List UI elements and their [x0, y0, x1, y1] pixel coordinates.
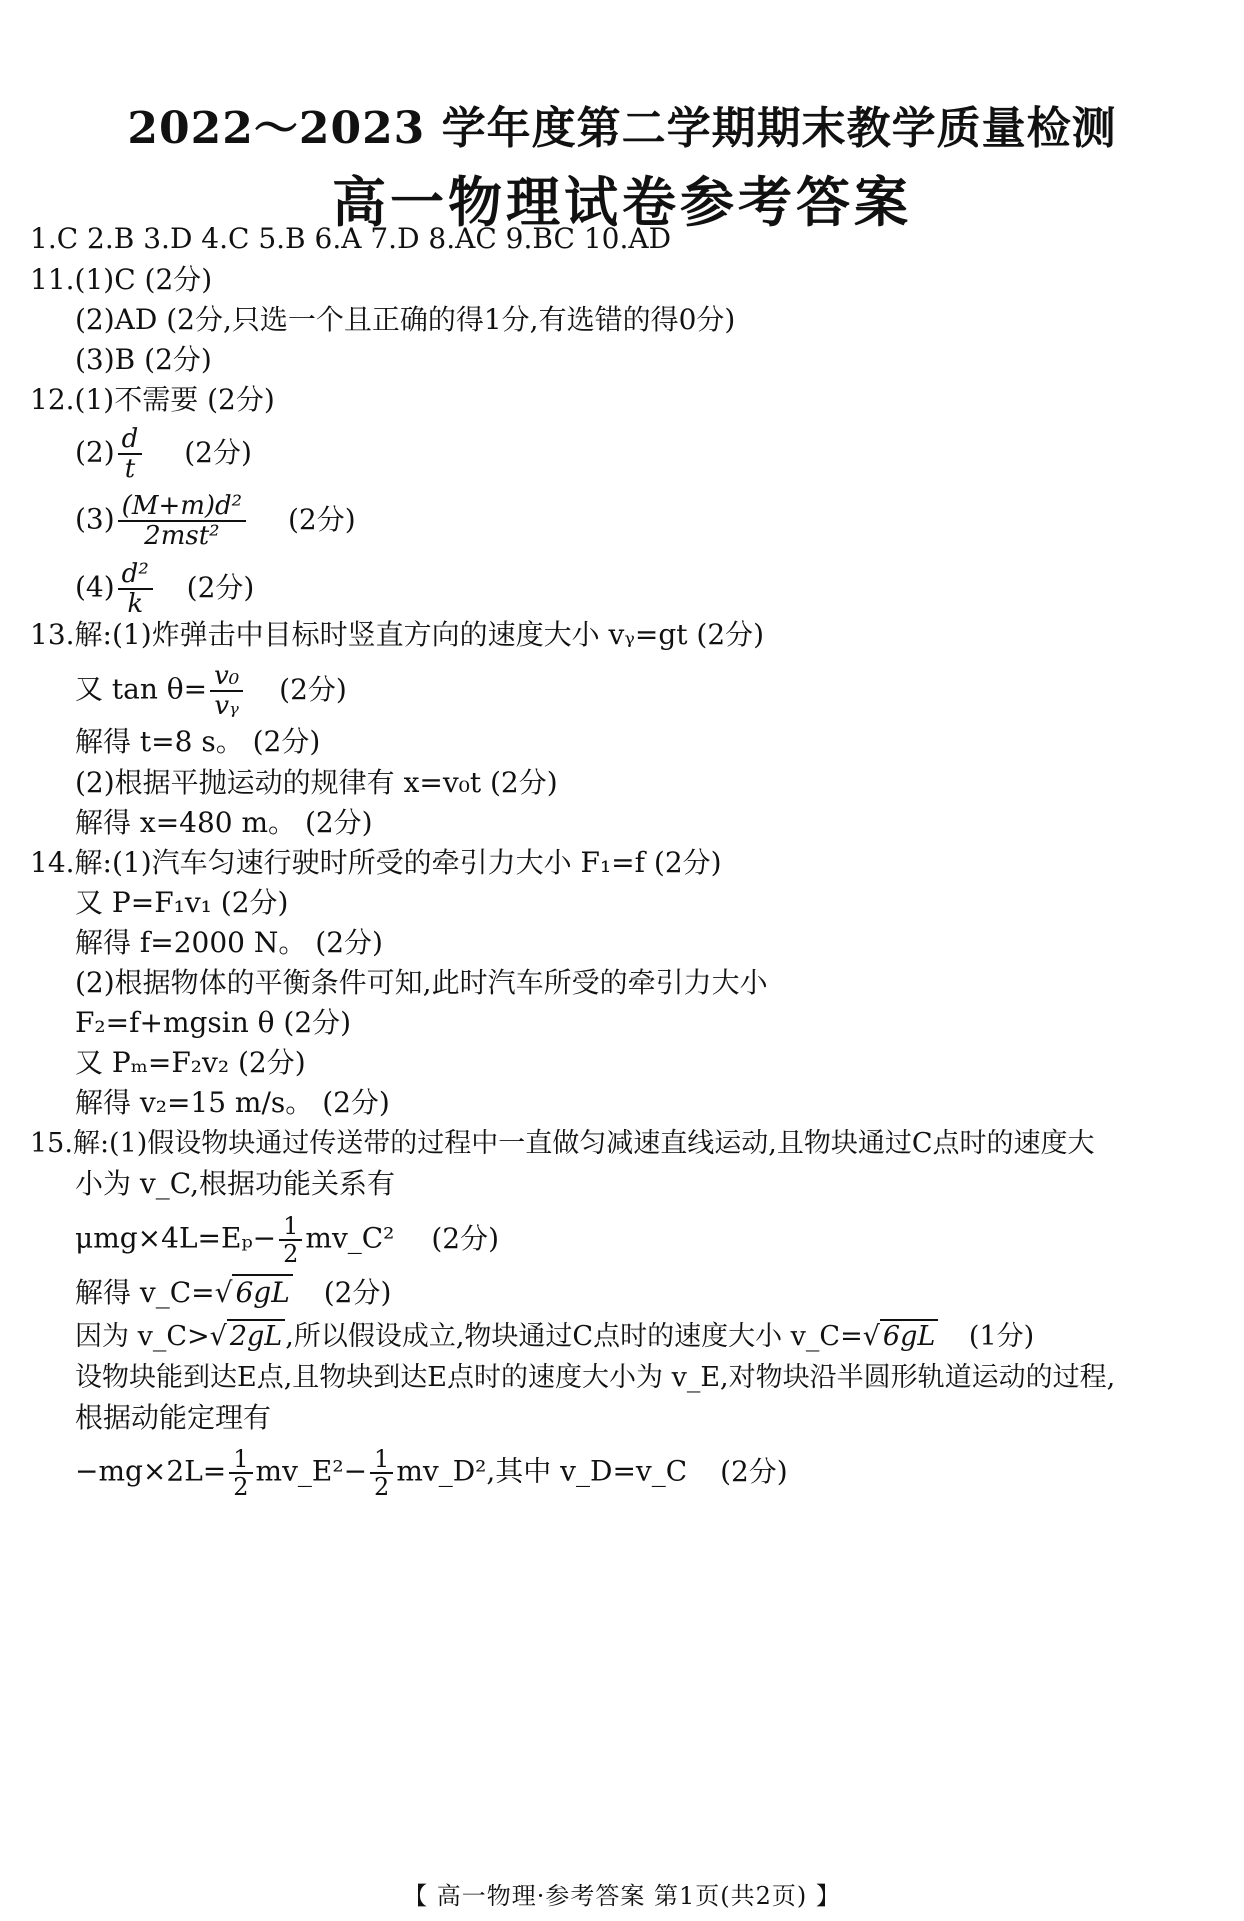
q13-line2-prefix: 又 tan θ= — [75, 672, 208, 706]
q15-line8-prefix: −mg×2L= — [75, 1454, 227, 1488]
square-root: √ 2gL — [210, 1320, 286, 1354]
q15-line3-score: (2分) — [431, 1221, 499, 1255]
q12-part4-label: (4) — [75, 570, 115, 604]
one-half-fraction — [279, 1213, 302, 1267]
q15-line1: 15.解:(1)假设物块通过传送带的过程中一直做匀减速直线运动,且物块通过C点时的速度大 — [30, 1128, 1095, 1159]
q12-part3-score: (2分) — [288, 502, 356, 536]
q11-part1: 11.(1)C (2分) — [30, 263, 213, 296]
q12-part2-score: (2分) — [184, 435, 252, 469]
q12-part2 — [75, 425, 252, 483]
q13-line3: 解得 t=8 s。 (2分) — [75, 725, 321, 758]
q13-line4: (2)根据平抛运动的规律有 x=v₀t (2分) — [75, 766, 558, 799]
fraction-numerator: v₀ — [210, 662, 243, 692]
q15-line8-score: (2分) — [720, 1454, 788, 1488]
fraction-numerator: d — [118, 425, 143, 455]
fraction-numerator: 1 — [370, 1446, 393, 1474]
q14-line2: 又 P=F₁v₁ (2分) — [75, 886, 289, 919]
fraction-denominator: 2 — [233, 1473, 249, 1501]
q12-part4-score: (2分) — [186, 570, 255, 604]
q11-part3: (3)B (2分) — [75, 343, 212, 376]
q15-line8 — [75, 1446, 788, 1500]
q15-line2: 小为 v_C,根据功能关系有 — [75, 1167, 396, 1200]
q15-line4-score: (2分) — [323, 1276, 392, 1309]
page-footer: 【 高一物理·参考答案 第1页(共2页) 】 — [403, 1882, 841, 1910]
multiple-choice-answers: 1.C 2.B 3.D 4.C 5.B 6.A 7.D 8.AC 9.BC 10.AD — [30, 222, 672, 255]
q15-line5-prefix: 因为 v_C> — [75, 1321, 210, 1352]
q14-line6: 又 Pₘ=F₂v₂ (2分) — [75, 1046, 306, 1079]
radicand: 2gL — [227, 1319, 285, 1352]
fraction-numerator: 1 — [229, 1446, 252, 1474]
q12-part3-fraction — [118, 492, 246, 550]
fraction-denominator: vᵧ — [214, 691, 239, 721]
q15-line5-middle: ,所以假设成立,物块通过C点时的速度大小 v_C= — [285, 1321, 863, 1352]
q12-part3-label: (3) — [75, 502, 115, 536]
fraction-denominator: 2 — [374, 1473, 390, 1501]
q13-line1: 13.解:(1)炸弹击中目标时竖直方向的速度大小 vᵧ=gt (2分) — [30, 618, 765, 651]
radicand: 6gL — [880, 1319, 938, 1352]
exam-title: 2022～2023 学年度第二学期期末教学质量检测 — [127, 103, 1117, 154]
q12-part1: 12.(1)不需要 (2分) — [30, 383, 275, 416]
q15-line5-score: (1分) — [968, 1321, 1035, 1352]
q13-line5: 解得 x=480 m。 (2分) — [75, 806, 373, 839]
q15-line6: 设物块能到达E点,且物块到达E点时的速度大小为 v_E,对物块沿半圆形轨道运动的过程, — [75, 1362, 1116, 1393]
document-title: 高一物理试卷参考答案 — [332, 171, 912, 234]
q13-line2-score: (2分) — [279, 672, 347, 706]
q15-line7: 根据动能定理有 — [75, 1401, 272, 1434]
q15-line3 — [75, 1213, 499, 1267]
q13-line2 — [75, 662, 347, 720]
q12-part4 — [75, 560, 254, 618]
q12-part3 — [75, 492, 356, 550]
fraction-numerator: (M+m)d² — [118, 492, 246, 522]
q15-line4-prefix: 解得 v_C= — [75, 1276, 215, 1309]
fraction-denominator: t — [124, 454, 136, 484]
q14-line4: (2)根据物体的平衡条件可知,此时汽车所受的牵引力大小 — [75, 966, 768, 999]
fraction-numerator: 1 — [279, 1213, 302, 1241]
q11-part2: (2)AD (2分,只选一个且正确的得1分,有选错的得0分) — [75, 303, 736, 336]
q15-line8-middle: mv_E²− — [255, 1454, 368, 1488]
q12-part2-fraction — [118, 425, 143, 483]
q14-line7: 解得 v₂=15 m/s。 (2分) — [75, 1086, 390, 1119]
fraction-numerator: d² — [118, 560, 153, 590]
q13-tan-fraction — [210, 662, 243, 720]
q15-line4 — [75, 1276, 391, 1310]
q12-part4-fraction — [118, 560, 153, 618]
q14-line5: F₂=f+mgsin θ (2分) — [75, 1006, 352, 1039]
q15-line3-prefix: μmg×4L=Eₚ− — [75, 1221, 277, 1255]
fraction-denominator: k — [127, 589, 144, 619]
fraction-denominator: 2 — [283, 1240, 299, 1268]
q12-part2-label: (2) — [75, 435, 115, 469]
one-half-fraction — [229, 1446, 252, 1500]
square-root: √ 6gL — [863, 1320, 939, 1354]
q14-line1: 14.解:(1)汽车匀速行驶时所受的牵引力大小 F₁=f (2分) — [30, 846, 722, 879]
one-half-fraction — [370, 1446, 393, 1500]
fraction-denominator: 2mst² — [144, 521, 220, 551]
q15-line3-suffix: mv_C² — [305, 1221, 395, 1255]
q14-line3: 解得 f=2000 N。 (2分) — [75, 926, 383, 959]
q15-line8-suffix: mv_D²,其中 v_D=v_C — [396, 1454, 688, 1488]
square-root: √ 6gL — [215, 1276, 293, 1310]
radicand: 6gL — [232, 1274, 292, 1309]
q15-line5 — [75, 1320, 1034, 1354]
